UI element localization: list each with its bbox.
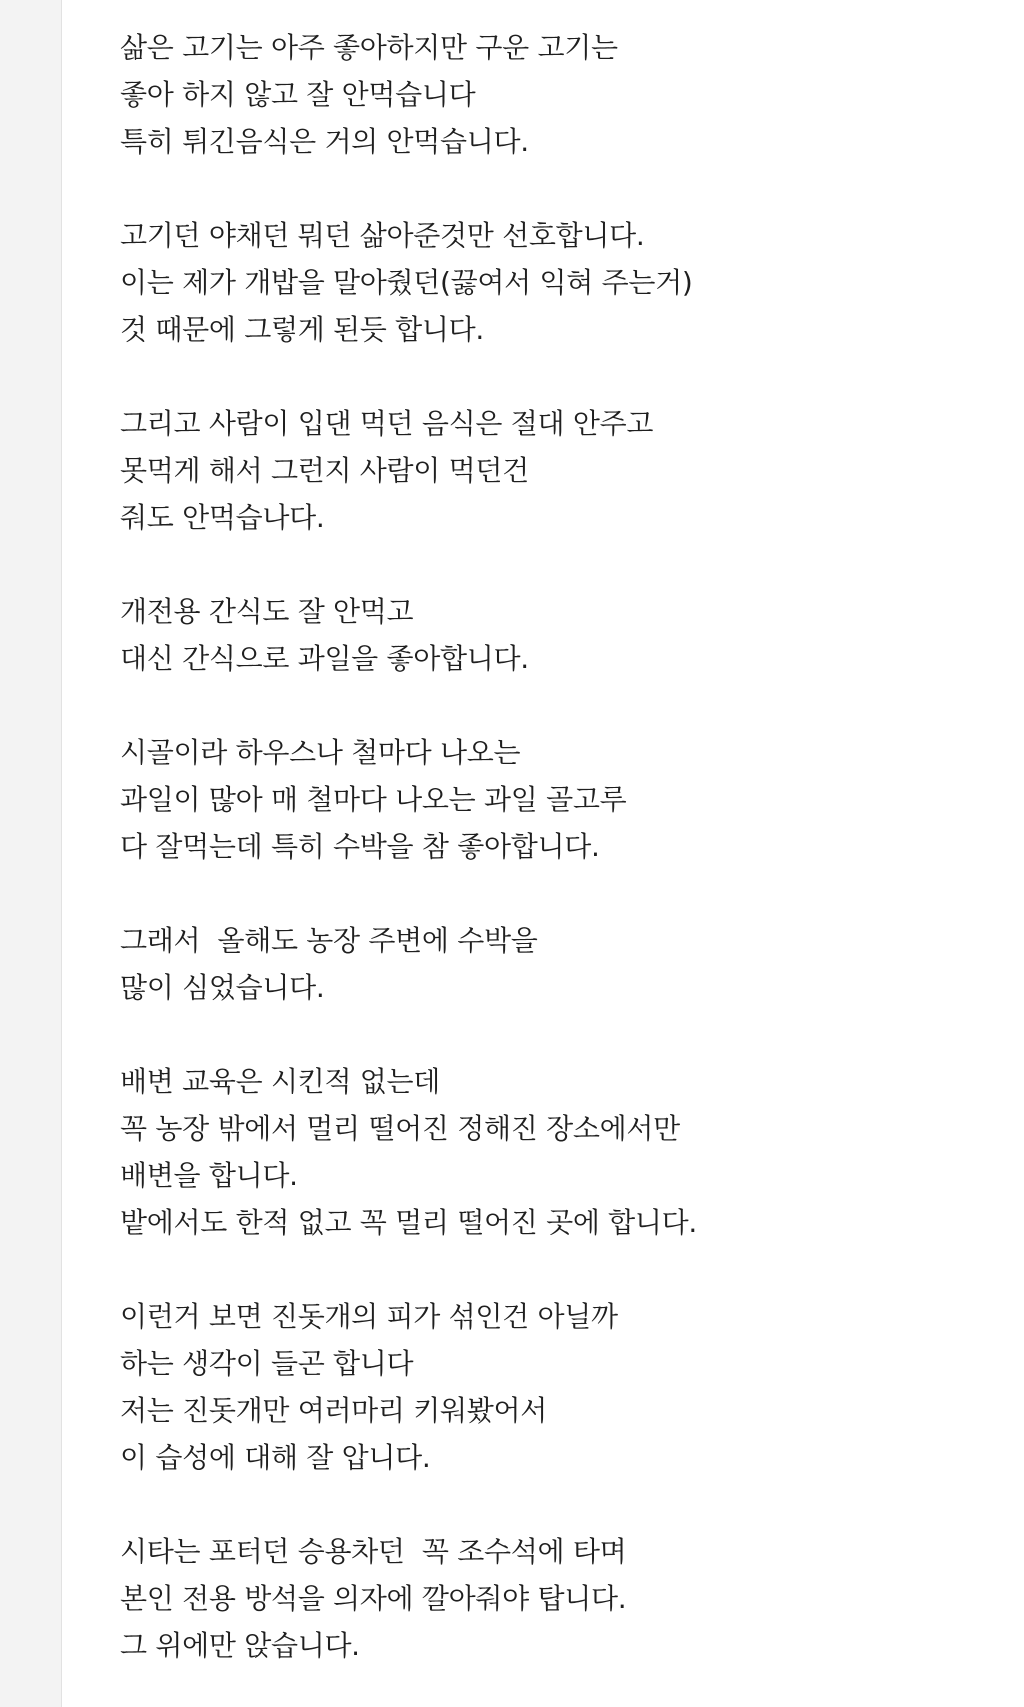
text-paragraph — [120, 24, 1000, 165]
text-paragraph — [120, 729, 1000, 870]
text-line: 꼭 농장 밖에서 멀리 떨어진 정해진 장소에서만 — [120, 1112, 680, 1145]
text-paragraph — [120, 588, 1000, 682]
text-line: 줘도 안먹습나다. — [120, 501, 325, 534]
text-line: 본인 전용 방석을 의자에 깔아줘야 탑니다. — [120, 1582, 627, 1615]
content-page — [61, 0, 1024, 1707]
text-line: 시골이라 하우스나 철마다 나오는 — [120, 736, 521, 769]
text-line: 특히 튀긴음식은 거의 안먹습니다. — [120, 125, 529, 158]
text-paragraph — [120, 1293, 1000, 1481]
text-line: 그래서 올해도 농장 주변에 수박을 — [120, 924, 538, 957]
text-line: 그리고 사람이 입댄 먹던 음식은 절대 안주고 — [120, 407, 654, 440]
text-paragraph — [120, 1528, 1000, 1669]
text-line: 이런거 보면 진돗개의 피가 섞인건 아닐까 — [120, 1300, 618, 1333]
article-body — [120, 24, 1000, 1669]
text-line: 개전용 간식도 잘 안먹고 — [120, 595, 414, 628]
text-line: 밭에서도 한적 없고 꼭 멀리 떨어진 곳에 합니다. — [120, 1206, 698, 1239]
text-line: 다 잘먹는데 특히 수박을 참 좋아합니다. — [120, 830, 600, 863]
text-line: 배변을 합니다. — [120, 1159, 298, 1192]
text-line: 못먹게 해서 그런지 사람이 먹던건 — [120, 454, 529, 487]
text-line: 이 습성에 대해 잘 압니다. — [120, 1441, 431, 1474]
text-line: 좋아 하지 않고 잘 안먹습니다 — [120, 78, 476, 111]
text-line: 배변 교육은 시킨적 없는데 — [120, 1065, 441, 1098]
text-line: 삶은 고기는 아주 좋아하지만 구운 고기는 — [120, 31, 618, 64]
text-line: 그 위에만 앉습니다. — [120, 1629, 360, 1662]
text-line: 대신 간식으로 과일을 좋아합니다. — [120, 642, 529, 675]
text-line: 고기던 야채던 뭐던 삶아준것만 선호합니다. — [120, 219, 645, 252]
text-line: 것 때문에 그렇게 된듯 합니다. — [120, 313, 484, 346]
text-paragraph — [120, 212, 1000, 353]
text-line: 이는 제가 개밥을 말아줬던(끓여서 익혀 주는거) — [120, 266, 693, 299]
text-paragraph — [120, 400, 1000, 541]
text-line: 과일이 많아 매 철마다 나오는 과일 골고루 — [120, 783, 627, 816]
text-line: 많이 심었습니다. — [120, 971, 325, 1004]
text-paragraph — [120, 917, 1000, 1011]
text-line: 하는 생각이 들곤 합니다 — [120, 1347, 414, 1380]
text-line: 시타는 포터던 승용차던 꼭 조수석에 타며 — [120, 1535, 627, 1568]
text-line: 저는 진돗개만 여러마리 키워봤어서 — [120, 1394, 548, 1427]
text-paragraph — [120, 1058, 1000, 1246]
